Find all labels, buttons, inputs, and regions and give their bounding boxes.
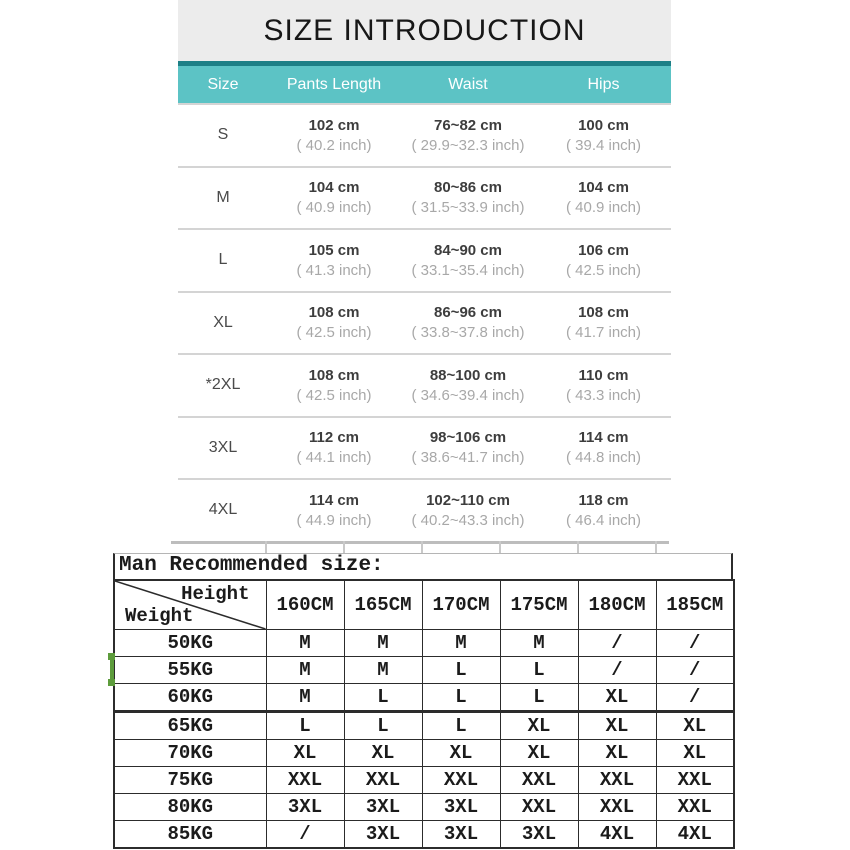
recommended-size-table bbox=[113, 579, 735, 849]
size-row-m bbox=[178, 166, 671, 229]
waist-cm-value: 86~96 cm bbox=[434, 304, 502, 322]
waist-inch-value: ( 29.9~32.3 inch) bbox=[411, 136, 525, 154]
weight-label: 50KG bbox=[114, 630, 266, 657]
grid-stub-row bbox=[113, 536, 733, 553]
size-cell: XXL bbox=[344, 767, 422, 794]
weight-row-60kg bbox=[114, 684, 734, 712]
size-cell: 4XL bbox=[578, 821, 656, 849]
waist-cell bbox=[400, 241, 536, 280]
gridline-stub bbox=[421, 541, 423, 553]
waist-inch-value: ( 33.1~35.4 inch) bbox=[411, 261, 525, 279]
corner-weight-label: Weight bbox=[125, 605, 194, 627]
column-header-waist: Waist bbox=[448, 75, 488, 93]
hips-cm-value: 110 cm bbox=[578, 366, 629, 384]
size-cell: XXL bbox=[422, 767, 500, 794]
size-cell: M bbox=[266, 630, 344, 657]
size-cell: M bbox=[266, 657, 344, 684]
height-header-175: 175CM bbox=[500, 580, 578, 630]
size-cell: XL bbox=[344, 740, 422, 767]
weight-row-70kg bbox=[114, 740, 734, 767]
size-cell: L bbox=[422, 712, 500, 740]
waist-inch-value: ( 40.2~43.3 inch) bbox=[411, 511, 525, 529]
size-cell: XXL bbox=[578, 794, 656, 821]
height-header-165: 165CM bbox=[344, 580, 422, 630]
weight-row-55kg bbox=[114, 657, 734, 684]
size-cell: / bbox=[266, 821, 344, 849]
pants-cm-value: 102 cm bbox=[308, 116, 360, 134]
waist-cell bbox=[400, 116, 536, 155]
weight-row-50kg bbox=[114, 630, 734, 657]
waist-cell bbox=[400, 303, 536, 342]
size-label: L bbox=[218, 251, 228, 269]
size-cell: XL bbox=[656, 712, 734, 740]
waist-cm-value: 80~86 cm bbox=[434, 179, 502, 197]
column-header-hips: Hips bbox=[587, 75, 620, 93]
size-cell: XL bbox=[500, 740, 578, 767]
hips-cm-value: 106 cm bbox=[578, 241, 629, 259]
waist-inch-value: ( 38.6~41.7 inch) bbox=[411, 449, 525, 467]
size-label: 3XL bbox=[208, 438, 238, 456]
size-cell: XL bbox=[578, 684, 656, 712]
size-row-l bbox=[178, 228, 671, 291]
pants-inch-value: ( 40.9 inch) bbox=[296, 199, 372, 217]
size-cell: XXL bbox=[656, 794, 734, 821]
column-header-pants-length: Pants Length bbox=[286, 75, 382, 93]
size-label: XL bbox=[213, 313, 233, 331]
size-cell: M bbox=[500, 630, 578, 657]
size-row-4xl bbox=[178, 478, 671, 541]
hips-cm-value: 118 cm bbox=[578, 491, 629, 509]
size-cell: M bbox=[344, 657, 422, 684]
size-cell: / bbox=[578, 657, 656, 684]
size-cell: L bbox=[500, 657, 578, 684]
size-cell: L bbox=[344, 684, 422, 712]
hips-cm-value: 104 cm bbox=[578, 179, 629, 197]
size-cell: XL bbox=[422, 740, 500, 767]
pants-cm-value: 108 cm bbox=[308, 366, 360, 384]
gridline-stub bbox=[343, 541, 345, 553]
size-cell: 4XL bbox=[656, 821, 734, 849]
size-cell: XL bbox=[266, 740, 344, 767]
waist-cm-value: 76~82 cm bbox=[434, 116, 502, 134]
height-header-185: 185CM bbox=[656, 580, 734, 630]
waist-inch-value: ( 31.5~33.9 inch) bbox=[411, 199, 525, 217]
size-cell: M bbox=[344, 630, 422, 657]
hips-cell bbox=[536, 491, 671, 530]
size-cell: L bbox=[266, 712, 344, 740]
hips-cell bbox=[536, 116, 671, 155]
recommended-size-title: Man Recommended size: bbox=[113, 553, 733, 579]
pants-length-cell bbox=[268, 178, 400, 217]
selection-marker-handle-top bbox=[108, 653, 115, 660]
size-cell: XL bbox=[578, 740, 656, 767]
size-cell: 3XL bbox=[422, 821, 500, 849]
weight-row-75kg bbox=[114, 767, 734, 794]
size-cell: XXL bbox=[500, 767, 578, 794]
size-introduction-table bbox=[178, 0, 671, 541]
waist-cm-value: 98~106 cm bbox=[429, 429, 507, 447]
pants-length-cell bbox=[268, 303, 400, 342]
pants-length-cell bbox=[268, 428, 400, 467]
hips-cm-value: 114 cm bbox=[578, 429, 629, 447]
gridline-stub bbox=[577, 541, 579, 553]
size-cell: / bbox=[578, 630, 656, 657]
height-weight-corner-cell bbox=[114, 580, 266, 630]
size-row-s bbox=[178, 103, 671, 166]
weight-label: 85KG bbox=[114, 821, 266, 849]
pants-inch-value: ( 44.1 inch) bbox=[296, 449, 372, 467]
pants-length-cell bbox=[268, 116, 400, 155]
corner-height-label: Height bbox=[181, 583, 250, 605]
waist-cell bbox=[400, 366, 536, 405]
weight-label: 55KG bbox=[114, 657, 266, 684]
hips-cm-value: 108 cm bbox=[578, 304, 629, 322]
size-cell: / bbox=[656, 657, 734, 684]
size-cell: XL bbox=[656, 740, 734, 767]
waist-cell bbox=[400, 491, 536, 530]
size-cell: 3XL bbox=[266, 794, 344, 821]
waist-inch-value: ( 33.8~37.8 inch) bbox=[411, 324, 525, 342]
weight-row-80kg bbox=[114, 794, 734, 821]
size-label: M bbox=[216, 188, 230, 206]
hips-inch-value: ( 40.9 inch) bbox=[565, 199, 642, 217]
hips-inch-value: ( 41.7 inch) bbox=[565, 324, 642, 342]
weight-label: 65KG bbox=[114, 712, 266, 740]
height-header-170: 170CM bbox=[422, 580, 500, 630]
pants-inch-value: ( 42.5 inch) bbox=[296, 324, 372, 342]
hips-inch-value: ( 44.8 inch) bbox=[565, 449, 642, 467]
weight-row-65kg bbox=[114, 712, 734, 740]
size-cell: M bbox=[266, 684, 344, 712]
selection-marker-handle-bottom bbox=[108, 679, 115, 686]
hips-cell bbox=[536, 178, 671, 217]
hips-cell bbox=[536, 428, 671, 467]
hips-inch-value: ( 43.3 inch) bbox=[565, 386, 642, 404]
hips-cell bbox=[536, 241, 671, 280]
gridline-stub bbox=[499, 541, 501, 553]
hips-inch-value: ( 46.4 inch) bbox=[565, 511, 642, 529]
waist-cell bbox=[400, 428, 536, 467]
size-cell: XXL bbox=[500, 794, 578, 821]
size-row-3xl bbox=[178, 416, 671, 479]
pants-inch-value: ( 40.2 inch) bbox=[296, 136, 372, 154]
pants-length-cell bbox=[268, 491, 400, 530]
size-intro-header-row bbox=[178, 61, 671, 103]
size-cell: L bbox=[422, 657, 500, 684]
size-cell: L bbox=[500, 684, 578, 712]
waist-cm-value: 88~100 cm bbox=[429, 366, 507, 384]
height-header-180: 180CM bbox=[578, 580, 656, 630]
size-label: 4XL bbox=[208, 501, 238, 519]
size-cell: L bbox=[344, 712, 422, 740]
hips-cm-value: 100 cm bbox=[578, 116, 629, 134]
size-row-2xl bbox=[178, 353, 671, 416]
pants-length-cell bbox=[268, 366, 400, 405]
size-label: *2XL bbox=[205, 376, 241, 394]
pants-cm-value: 114 cm bbox=[308, 491, 360, 509]
pants-cm-value: 112 cm bbox=[308, 429, 360, 447]
pants-cm-value: 108 cm bbox=[308, 304, 360, 322]
weight-label: 60KG bbox=[114, 684, 266, 712]
hips-cell bbox=[536, 303, 671, 342]
hips-cell bbox=[536, 366, 671, 405]
size-label: S bbox=[217, 126, 229, 144]
size-cell: XXL bbox=[656, 767, 734, 794]
waist-inch-value: ( 34.6~39.4 inch) bbox=[411, 386, 525, 404]
size-cell: XXL bbox=[266, 767, 344, 794]
recommended-size-section bbox=[113, 536, 733, 849]
height-header-160: 160CM bbox=[266, 580, 344, 630]
pants-length-cell bbox=[268, 241, 400, 280]
weight-row-85kg bbox=[114, 821, 734, 849]
weight-label: 75KG bbox=[114, 767, 266, 794]
gridline-stub bbox=[265, 541, 267, 553]
waist-cm-value: 102~110 cm bbox=[426, 491, 510, 509]
weight-label: 80KG bbox=[114, 794, 266, 821]
size-cell: 3XL bbox=[344, 821, 422, 849]
hips-inch-value: ( 42.5 inch) bbox=[565, 261, 642, 279]
size-cell: M bbox=[422, 630, 500, 657]
pants-cm-value: 105 cm bbox=[308, 241, 360, 259]
size-cell: / bbox=[656, 630, 734, 657]
weight-label: 70KG bbox=[114, 740, 266, 767]
size-row-xl bbox=[178, 291, 671, 354]
recommend-header-row bbox=[114, 580, 734, 630]
size-intro-title: SIZE INTRODUCTION bbox=[178, 0, 671, 61]
waist-cell bbox=[400, 178, 536, 217]
waist-cm-value: 84~90 cm bbox=[434, 241, 502, 259]
size-cell: 3XL bbox=[500, 821, 578, 849]
hips-inch-value: ( 39.4 inch) bbox=[565, 136, 642, 154]
size-cell: L bbox=[422, 684, 500, 712]
size-cell: 3XL bbox=[422, 794, 500, 821]
size-cell: / bbox=[656, 684, 734, 712]
size-cell: XXL bbox=[578, 767, 656, 794]
pants-inch-value: ( 44.9 inch) bbox=[296, 511, 372, 529]
pants-inch-value: ( 42.5 inch) bbox=[296, 386, 372, 404]
pants-inch-value: ( 41.3 inch) bbox=[296, 261, 372, 279]
column-header-size: Size bbox=[207, 75, 239, 93]
size-cell: XL bbox=[500, 712, 578, 740]
pants-cm-value: 104 cm bbox=[308, 179, 360, 197]
size-cell: XL bbox=[578, 712, 656, 740]
gridline-stub bbox=[655, 541, 657, 553]
size-cell: 3XL bbox=[344, 794, 422, 821]
